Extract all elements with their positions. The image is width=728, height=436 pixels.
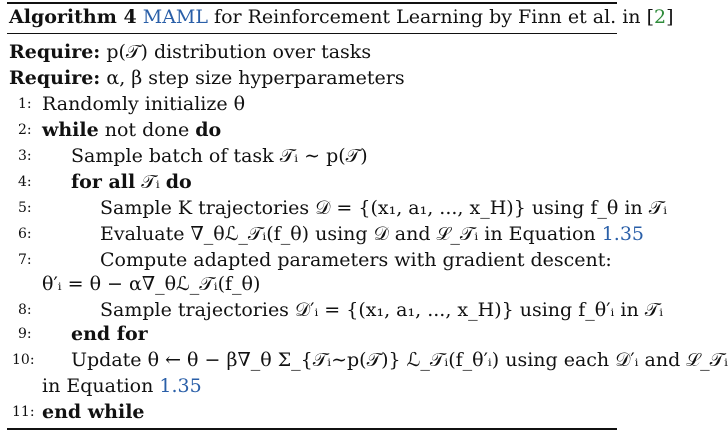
line-number: 7: [18, 252, 32, 268]
mid-rule [7, 33, 617, 34]
line-number: 8: [18, 302, 32, 318]
algorithm-title [9, 6, 674, 28]
title-close: ] [666, 6, 674, 28]
do-keyword: do [195, 119, 222, 141]
maml-link[interactable]: MAML [142, 6, 208, 28]
require-keyword: Require: [9, 67, 101, 89]
algo-line-7-continuation: θ′ᵢ = θ − α∇_θℒ_𝒯ᵢ(f_θ) [42, 273, 261, 295]
algo-line-2 [42, 118, 221, 142]
line-text: not done [104, 119, 190, 141]
while-keyword: while [42, 119, 99, 141]
algo-line-8: Sample trajectories 𝒟′ᵢ = {(x₁, a₁, ..., x_H)} using f_θ′ᵢ in 𝒯ᵢ [100, 299, 664, 321]
line-number: 6: [18, 226, 32, 242]
line-number: 3: [18, 148, 32, 164]
algo-line-1: Randomly initialize θ [42, 93, 246, 115]
line-number: 4: [18, 174, 32, 190]
line-text: Evaluate ∇_θℒ_𝒯ᵢ(f_θ) using 𝒟 and ℒ_𝒯ᵢ in Equation [100, 223, 596, 245]
line-number: 9: [18, 326, 32, 342]
bottom-rule [7, 428, 617, 430]
algo-line-5: Sample K trajectories 𝒟 = {(x₁, a₁, ..., x_H)} using f_θ in 𝒯ᵢ [100, 197, 668, 219]
algorithm-label: Algorithm 4 [9, 6, 137, 28]
do-keyword: do [165, 171, 192, 193]
line-number: 10: [12, 352, 35, 368]
require-line-2 [9, 66, 405, 90]
citation-link[interactable]: 2 [654, 6, 667, 28]
line-number: 1: [18, 96, 32, 112]
algo-line-10: Update θ ← θ − β∇_θ Σ_{𝒯ᵢ∼p(𝒯)} ℒ_𝒯ᵢ(f_θ′ᵢ) using each 𝒟′ᵢ and ℒ_𝒯ᵢ [71, 349, 728, 371]
equation-link[interactable]: 1.35 [601, 223, 644, 245]
require-text: α, β step size hyperparameters [106, 67, 405, 89]
line-text: in Equation [42, 375, 154, 397]
algo-line-6 [100, 222, 644, 246]
for-all-keyword: for all [71, 171, 136, 193]
require-text: p(𝒯) distribution over tasks [106, 41, 372, 63]
require-line-1 [9, 40, 371, 64]
line-number: 11: [12, 404, 35, 420]
algo-line-4 [71, 170, 192, 194]
algo-line-7: Compute adapted parameters with gradient descent: [100, 249, 612, 271]
algo-line-10-continuation [42, 374, 202, 398]
line-number: 2: [18, 122, 32, 138]
line-text: 𝒯ᵢ [141, 171, 160, 193]
algo-line-3: Sample batch of task 𝒯ᵢ ∼ p(𝒯) [71, 145, 368, 167]
line-number: 5: [18, 200, 32, 216]
top-rule [7, 2, 617, 4]
end-for-keyword: end for [71, 323, 148, 345]
equation-link[interactable]: 1.35 [159, 375, 202, 397]
end-while-keyword: end while [42, 401, 145, 423]
title-text: for Reinforcement Learning by Finn et al. in [ [214, 6, 654, 28]
require-keyword: Require: [9, 41, 101, 63]
